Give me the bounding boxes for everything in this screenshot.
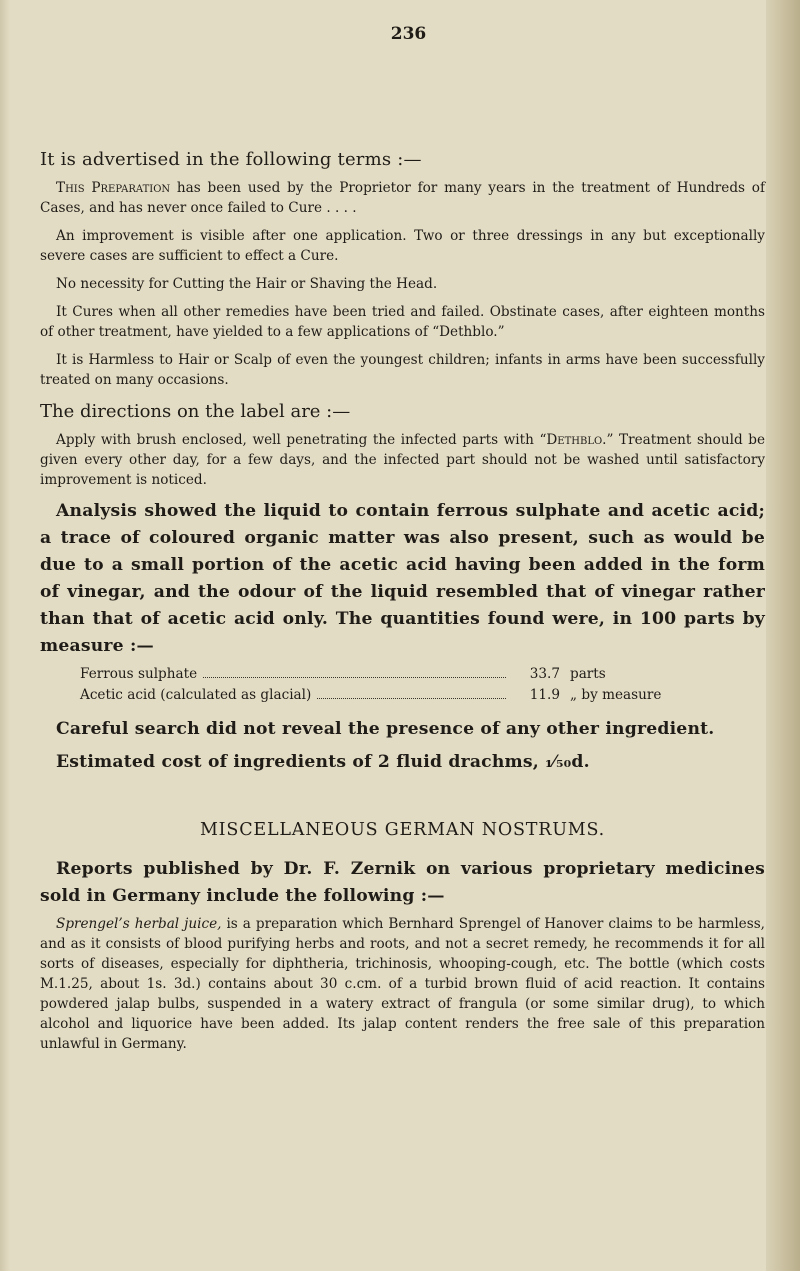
directions-text-before: Apply with brush enclosed, well penetrating the infected parts with (56, 432, 540, 448)
advertisement-paragraph-1 (40, 178, 765, 218)
page-content (40, 20, 765, 1062)
quantity-row (80, 685, 720, 706)
quantity-unit: parts (570, 666, 606, 682)
advertisement-lead: It is advertised in the following terms :— (40, 149, 422, 170)
advertisement-paragraph-3: No necessity for Cutting the Hair or Shaving the Head. (56, 276, 438, 292)
quantity-value: 11.9 (529, 687, 560, 703)
sprengel-item-name: Sprengel’s herbal juice, (56, 916, 222, 932)
directions-heading: The directions on the label are :— (40, 401, 351, 422)
sprengel-item-text: is a preparation which Bernhard Sprengel of Hanover claims to be harmless, and as it consists of blood purifying herbs and roots, and not a secret remedy, he recommends it for all sorts of diseases, especially for diphtheria, trichinosis, whooping-cough, etc. The bottle (which costs M.1.25, about 1s. 3d.) contains about 30 c.cm. of a turbid brown fluid of acid reaction. It contains powdered jalap bulbs, suspended in a watery extract of frangula (or some similar drug), to which alcohol and liquorice have been added. Its jalap content renders the free sale of this preparation unlawful in Germany. (40, 916, 765, 1052)
page-number: 236 (390, 24, 427, 44)
page-gutter-shadow (0, 0, 10, 1271)
leader-dots (317, 698, 506, 699)
directions-text-after: Treatment should be given every other day, for a few days, and the infected part should not be washed until satisfactory improvement is noticed. (40, 432, 766, 488)
quantity-name: Acetic acid (calculated as glacial) (80, 687, 312, 703)
advertisement-paragraph-4: It Cures when all other remedies have been tried and failed. Obstinate cases, after eighteen months of other treatment, have yielded to a few applications of “Dethblo.” (40, 304, 765, 340)
directions-product-name: “Dethblo.” (539, 432, 614, 448)
advertisement-text: has been used by the Proprietor for many years in the treatment of Hundreds of Cases, and has never once failed to Cure . . . . (40, 180, 765, 216)
sprengel-paragraph (40, 914, 765, 1054)
quantity-unit: „ by measure (570, 687, 662, 703)
cost-paragraph: Estimated cost of ingredients of 2 fluid drachms, ₁⁄₅₀d. (56, 752, 590, 772)
quantities-table (80, 664, 765, 706)
advertisement-paragraph-2: An improvement is visible after one application. Two or three dressings in any but exceptionally severe cases are sufficient to effect a Cure. (40, 228, 765, 264)
nostrums-intro: Reports published by Dr. F. Zernik on various proprietary medicines sold in Germany include the following :— (40, 859, 765, 906)
quantity-name: Ferrous sulphate (80, 666, 198, 682)
advertisement-prefix: This Preparation (56, 180, 171, 196)
directions-paragraph (40, 430, 765, 490)
quantity-row (80, 664, 720, 685)
analysis-paragraph: Analysis showed the liquid to contain ferrous sulphate and acetic acid; a trace of coloured organic matter was also present, such as would be due to a small portion of the acetic acid having been added in the form of vinegar, and the odour of the liquid resembled that of vinegar rather than that of acetic acid only. The quantities found were, in 100 parts by measure :— (40, 501, 765, 656)
page-edge (766, 0, 800, 1271)
quantity-value: 33.7 (529, 666, 560, 682)
search-paragraph: Careful search did not reveal the presence of any other ingredient. (56, 719, 715, 739)
leader-dots (203, 677, 506, 678)
section-title: MISCELLANEOUS GERMAN NOSTRUMS. (199, 820, 606, 840)
advertisement-paragraph-5: It is Harmless to Hair or Scalp of even the youngest children; infants in arms have been successfully treated on many occasions. (40, 352, 765, 388)
